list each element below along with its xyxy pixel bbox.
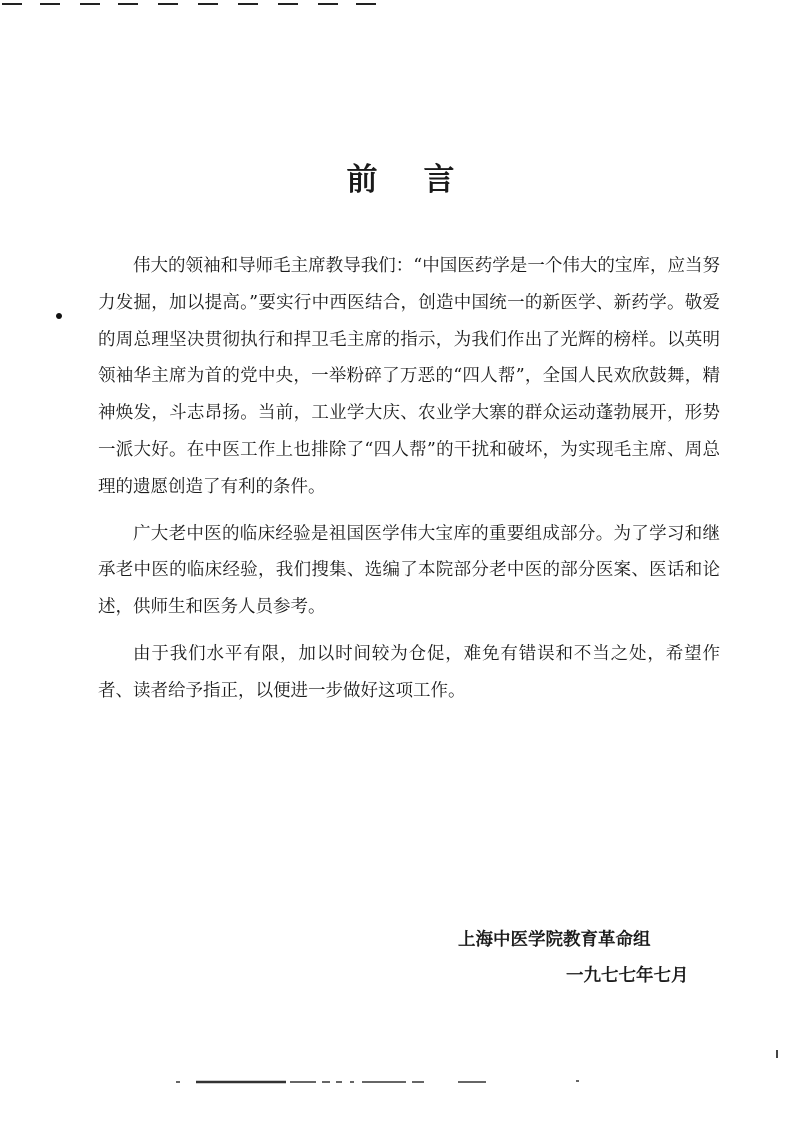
paragraph-3: 由于我们水平有限，加以时间较为仓促，难免有错误和不当之处，希望作者、读者给予指正，以便进一步做好这项工作。	[98, 643, 720, 701]
bottom-scan-noise	[176, 1077, 596, 1085]
edge-scan-mark	[776, 1050, 778, 1058]
paragraph-1: 伟大的领袖和导师毛主席教导我们：“中国医药学是一个伟大的宝库，应当努力发掘，加以提高。”要实行中西医结合，创造中国统一的新医学、新药学。敬爱的周总理坚决贯彻执行和捍卫毛主席的指示，为我们作出了光辉的榜样。以英明领袖华主席为首的党中央，一举粉碎了万恶的“四人帮”，全国人民欢欣鼓舞，精神焕发，斗志昂扬。当前，工业学大庆、农业学大寨的群众运动蓬勃展开，形势一派大好。在中医工作上也排除了“四人帮”的干扰和破坏，为实现毛主席、周总理的遗愿创造了有利的条件。	[98, 256, 720, 497]
paragraph-2: 广大老中医的临床经验是祖国医学伟大宝库的重要组成部分。为了学习和继承老中医的临床经验，我们搜集、选编了本院部分老中医的部分医案、医话和论述，供师生和医务人员参考。	[98, 523, 720, 618]
signature-organization: 上海中医学院教育革命组	[458, 930, 651, 950]
preface-body	[98, 248, 720, 720]
scan-dot-mark	[56, 313, 62, 319]
signature-block	[458, 922, 689, 994]
page-title: 前言	[346, 162, 501, 198]
signature-date: 一九七七年七月	[566, 966, 689, 986]
top-edge-dashes	[0, 0, 380, 8]
